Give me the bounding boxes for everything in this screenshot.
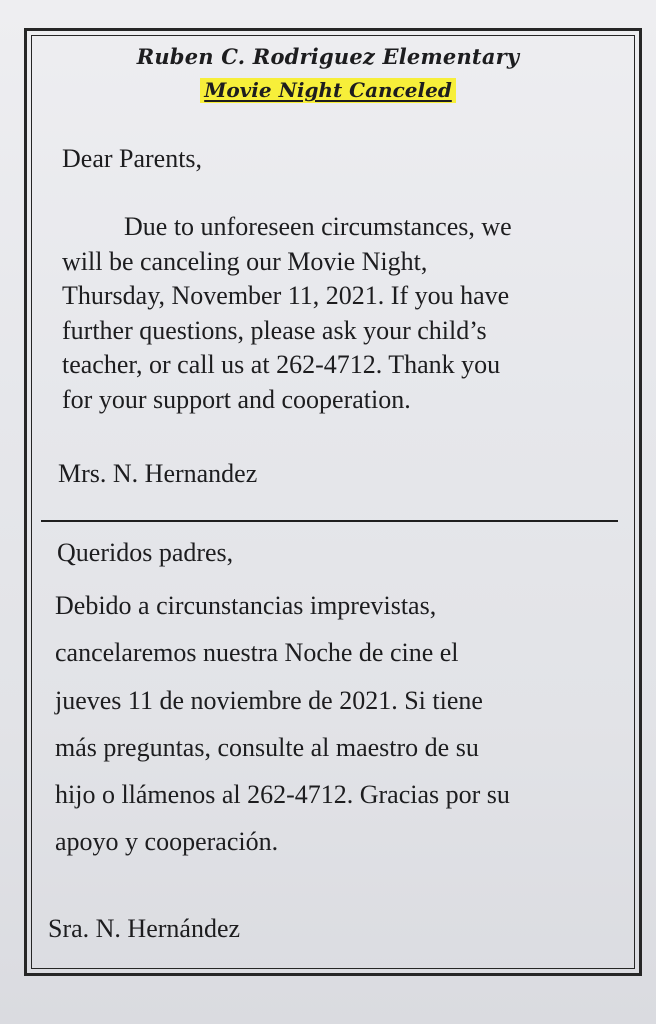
body-spanish-line: apoyo y cooperación. [55,827,279,857]
greeting-spanish: Queridos padres, [57,538,234,567]
signature-english: Mrs. N. Hernandez [58,459,258,488]
notice-title: Movie Night Canceled [200,78,456,103]
body-english-line: for your support and cooperation. [62,384,411,414]
body-spanish-line: Debido a circunstancias imprevistas, [55,591,437,620]
signature-spanish: Sra. N. Hernández [48,914,241,943]
body-english-line: teacher, or call us at 262-4712. Thank you [62,350,501,380]
body-spanish [55,582,510,866]
body-english-line: Thursday, November 11, 2021. If you have [62,281,510,311]
title-wrapper [0,78,656,103]
body-english-line: Due to unforeseen circumstances, we [124,212,512,241]
body-english-line: will be canceling our Movie Night, [62,246,428,276]
section-divider [41,520,618,522]
body-spanish-line: hijo o llámenos al 262-4712. Gracias por su [55,780,510,810]
body-spanish-line: más preguntas, consulte al maestro de su [55,732,479,762]
body-english [62,210,512,418]
body-spanish-line: jueves 11 de noviembre de 2021. Si tiene [55,685,483,715]
body-english-line: further questions, please ask your child’s [62,315,487,345]
greeting-english: Dear Parents, [62,144,203,173]
school-name: Ruben C. Rodriguez Elementary [136,44,520,69]
body-spanish-line: cancelaremos nuestra Noche de cine el [55,638,459,668]
